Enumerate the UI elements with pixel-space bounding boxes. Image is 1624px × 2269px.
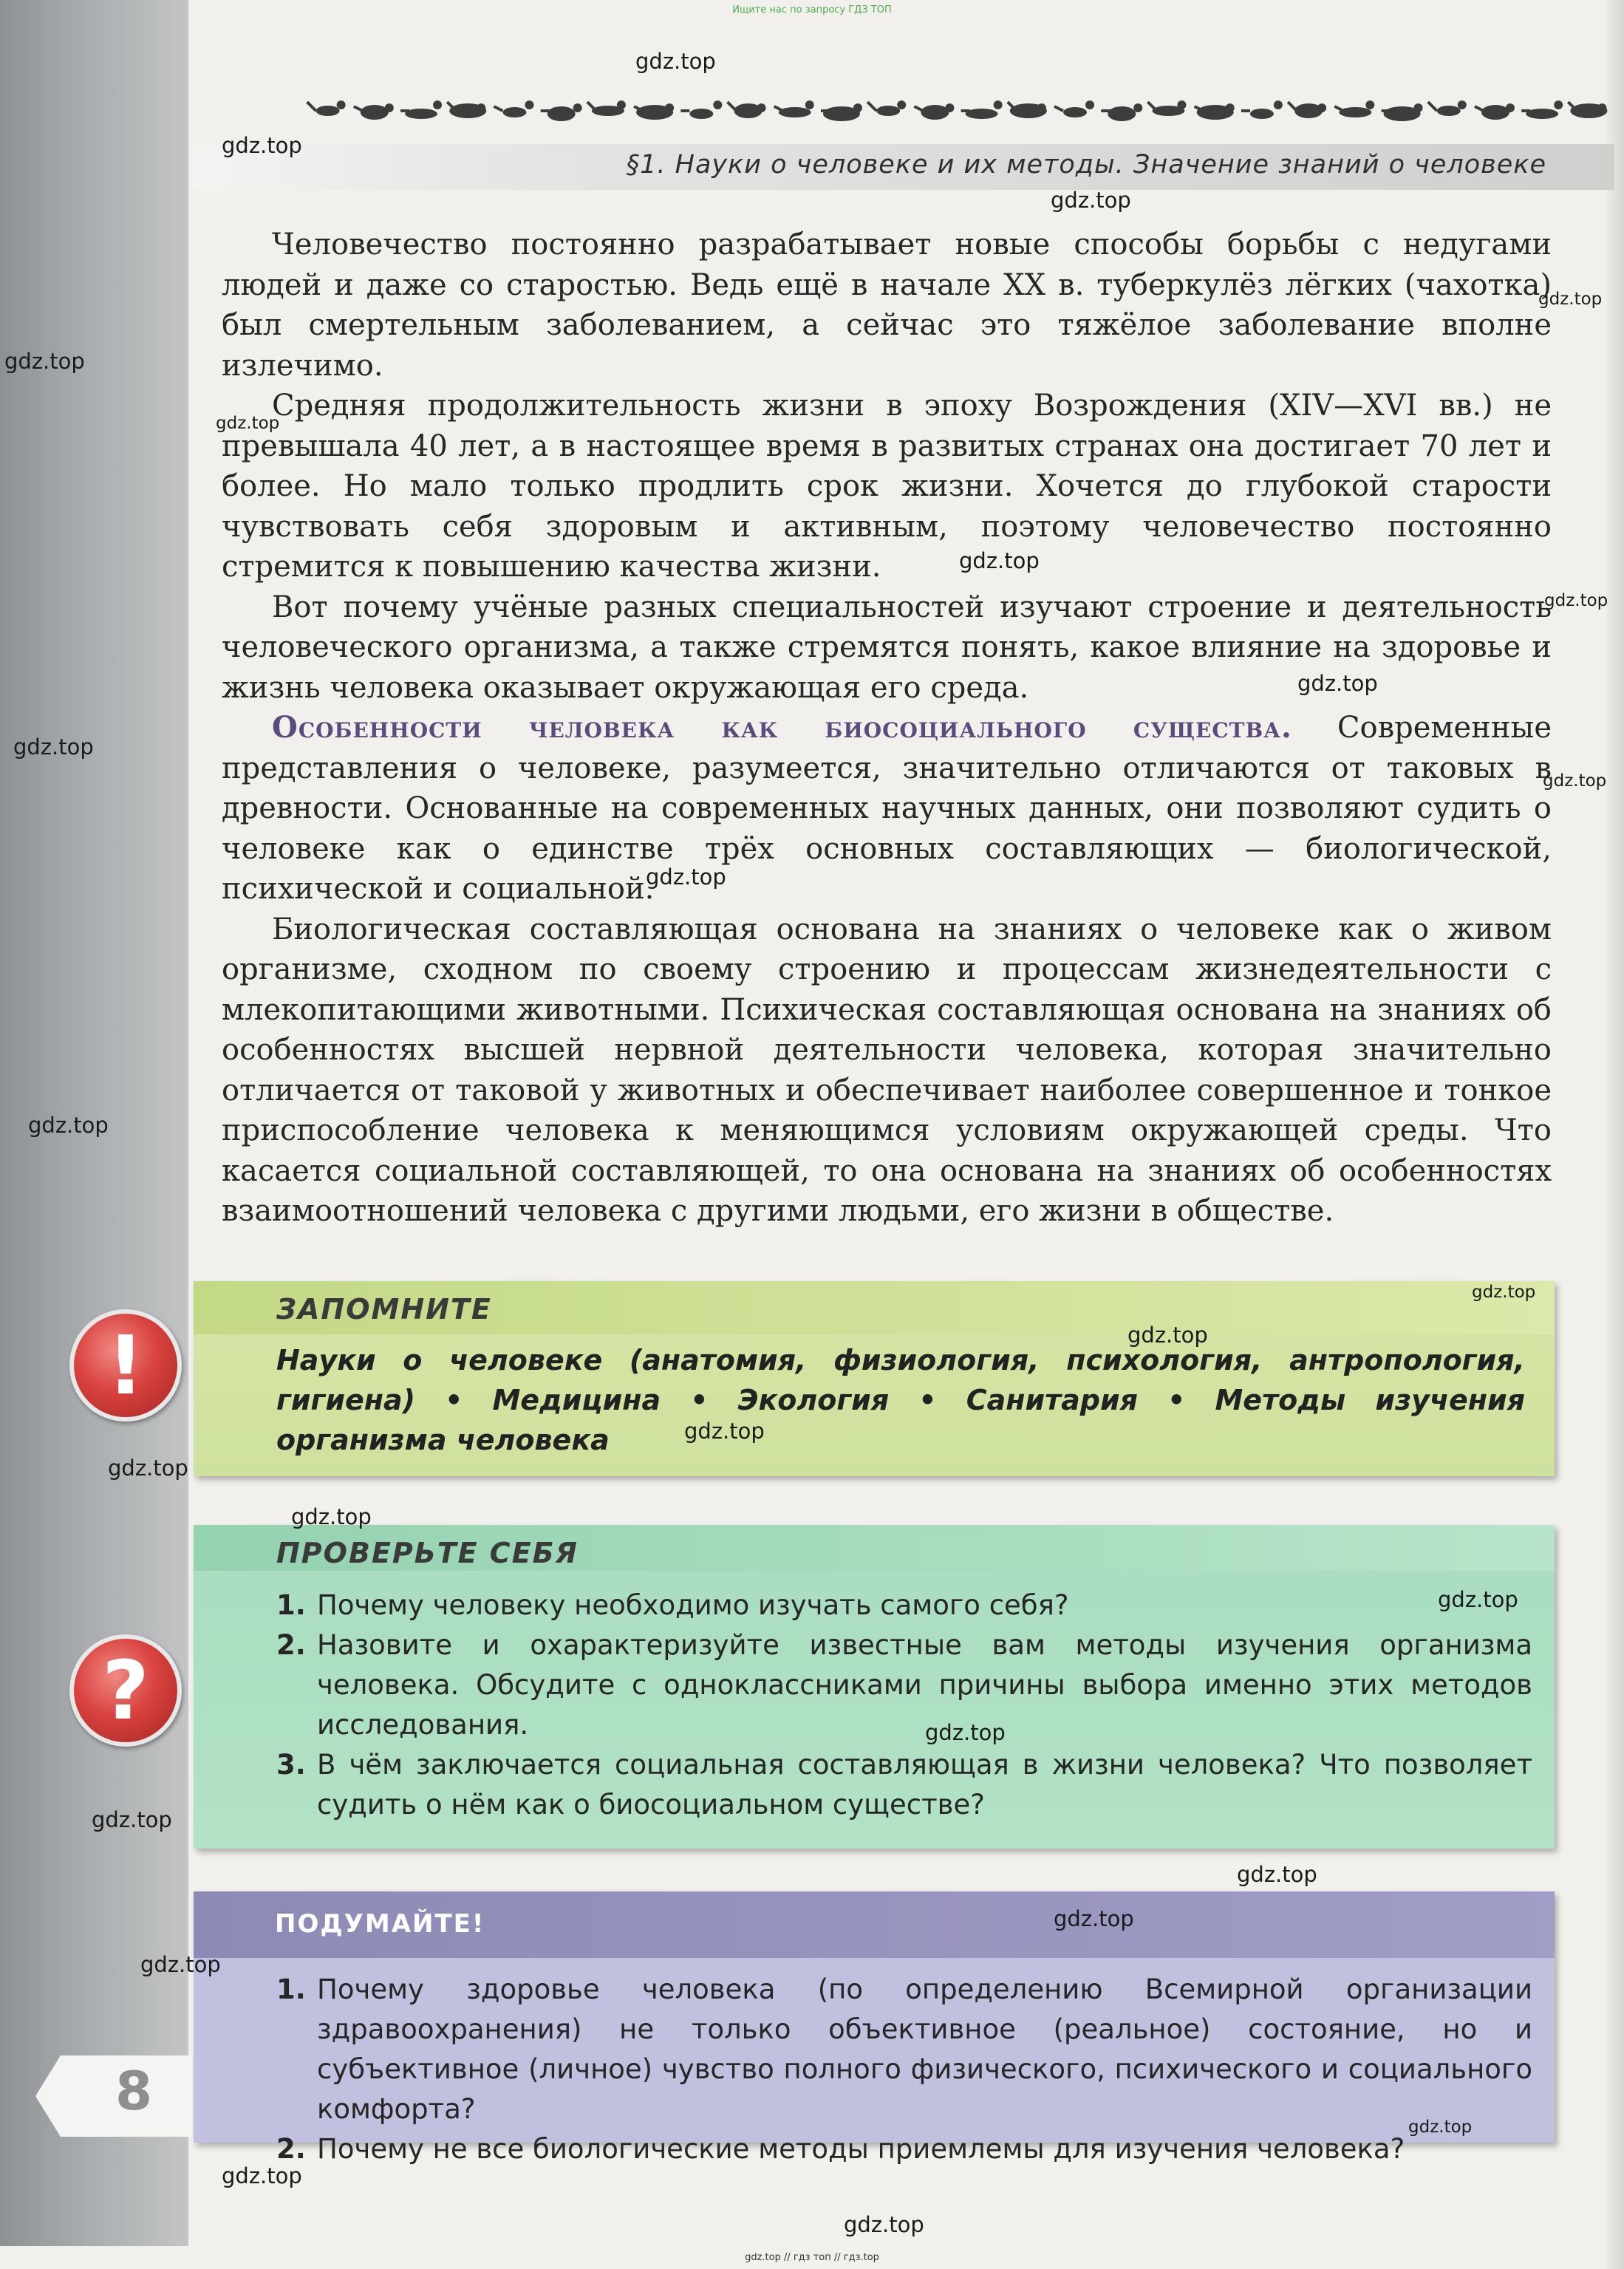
animal-silhouette-icon [1568,102,1607,118]
check-yourself-box [194,1525,1555,1849]
remember-box [194,1281,1555,1476]
animal-silhouette-icon [447,102,486,118]
animal-silhouette-icon [1195,103,1235,120]
watermark: gdz.top [925,1720,1006,1745]
watermark: gdz.top [1543,771,1607,791]
paragraph-text: Современные представления о человеке, разумеется, значительно отличаются от таковых в древности. Основанные на современных научных данных, они позволяют судить о человеке как о единстве трёх основных составляющих — биологической, психической и социальной. [222,711,1552,906]
watermark: gdz.top [140,1952,221,1977]
watermark: gdz.top [108,1456,188,1481]
animal-silhouette-icon [1428,100,1467,116]
animal-silhouette-icon [914,103,954,120]
section-header-bar [192,144,1614,190]
question-number: 3. [276,1749,306,1781]
question-number: 1. [276,1973,306,2005]
animal-silhouette-icon [1241,100,1283,119]
watermark: gdz.top [1127,1323,1208,1348]
paragraph: Средняя продолжительность жизни в эпоху Возрождения (XIV—XVI вв.) не превышала 40 лет, а в настоящее время в развитых странах она достигает 70 лет и более. Но мало только продлить срок жизни. Хочется до глубокой старости чувствовать себя здоровым и активным, поэтому человечество постоянно стремится к повышению качества жизни. [222,389,1552,584]
watermark: gdz.top [1544,591,1608,610]
animal-silhouette-icon [961,100,1003,119]
animal-silhouette-icon [1147,100,1186,116]
animal-silhouette-icon [494,100,533,117]
check-question-list [276,1586,1532,1825]
animal-silhouette-icon [1521,100,1563,119]
question-text: Почему не все биологические методы приемлемы для изучения человека? [317,2133,1405,2165]
watermark: gdz.top [844,2212,924,2237]
question-number: 1. [276,1589,306,1621]
watermark: gdz.top [1297,671,1378,696]
animal-silhouette-icon [1008,102,1047,118]
animal-silhouette-icon [774,100,814,117]
animal-silhouette-icon [1475,103,1515,120]
animal-silhouette-icon [867,100,906,116]
animal-silhouette-icon [307,100,346,116]
think-title: ПОДУМАЙТЕ! [275,1909,485,1939]
bottom-banner: gdz.top // гдз топ // гдз.top [745,2252,879,2263]
paragraph [222,708,1552,910]
watermark: gdz.top [222,133,302,158]
paragraph: Биологическая составляющая основана на знаниях о человеке как о живом организме, сходном по своему строению и процессам жизнедеятельности с млекопитающими животными. Психическая составляющая основана на знаниях об особенностях высшей нервной деятельности человека, которая значительно отличается от таковой у животных и обеспечивает наиболее совершенное и тонкое приспособление человека к меняющимся условиям окружающей среды. Что касается социальной составляющей, то она основана на знаниях об особенностях взаимоотношений человека с другими людьми, его жизни в обществе. [222,912,1552,1228]
watermark: gdz.top [1051,188,1131,213]
page-number: 8 [115,2060,153,2122]
watermark: gdz.top [291,1504,372,1529]
animal-silhouette-icon [541,103,582,121]
watermark: gdz.top [92,1807,172,1832]
watermark: gdz.top [646,864,726,890]
section-heading: Особенности человека как биосоциального существа. [272,710,1292,745]
animal-silhouette-icon [680,100,722,119]
page-edge [1606,0,1624,2269]
animal-silhouette-strip [304,89,1612,130]
animal-silhouette-icon [587,100,626,116]
question-item [276,1970,1532,2129]
question-text: Почему здоровье человека (по определению Всемирной организации здравоохранения) не только объективное (реальное) состояние, но и субъективное (личное) чувство полного физического, психического и социального комфорта? [317,1973,1532,2125]
watermark: gdz.top [13,734,94,760]
exclamation-icon: ! [69,1309,182,1422]
animal-silhouette-icon [1334,100,1374,117]
watermark: gdz.top [1054,1906,1134,1931]
think-question-list [276,1970,1532,2169]
watermark: gdz.top [684,1419,765,1444]
watermark: gdz.top [222,2163,302,2188]
question-item [276,1745,1532,1825]
remember-title: ЗАПОМНИТЕ [276,1293,492,1325]
watermark: gdz.top [959,548,1040,573]
watermark: gdz.top [28,1113,109,1138]
question-icon: ? [69,1634,182,1747]
watermark: gdz.top [1538,290,1603,309]
animal-silhouette-icon [634,103,674,120]
question-number: 2. [276,2133,306,2165]
question-text: Назовите и охарактеризуйте известные вам методы изучения организма человека. Обсудите с одноклассниками причины выбора именно этих методов исследования. [317,1629,1532,1741]
watermark: gdz.top [635,49,716,74]
animal-silhouette-icon [1101,103,1142,121]
animal-silhouette-icon [821,103,862,121]
top-banner: Ищите нас по запросу ГДЗ ТОП [732,4,892,16]
animal-silhouette-icon [1054,100,1094,117]
watermark: gdz.top [1438,1587,1518,1612]
watermark: gdz.top [216,414,280,433]
check-title: ПРОВЕРЬТЕ СЕБЯ [276,1537,579,1569]
watermark: gdz.top [1237,1862,1317,1887]
animal-silhouette-icon [728,102,766,118]
animal-silhouette-icon [1382,103,1423,121]
animal-silhouette-icon [400,100,442,119]
think-box [194,1891,1555,2165]
question-text: Почему человеку необходимо изучать самого себя? [317,1589,1069,1621]
question-item [276,1586,1532,1625]
paragraph: Человечество постоянно разрабатывает новые способы борьбы с недугами людей и даже со старостью. Ведь ещё в начале XX в. туберкулёз лёгких (чахотка) был смертельным заболеванием, а сейчас это тяжёлое заболевание вполне излечимо. [222,228,1552,383]
question-number: 2. [276,1629,306,1661]
question-item [276,1625,1532,1745]
watermark: gdz.top [1472,1283,1536,1302]
watermark: gdz.top [1408,2118,1473,2137]
paragraph: Вот почему учёные разных специальностей изучают строение и деятельность человеческого организма, а также стремятся понять, какое влияние на здоровье и жизнь человека оказывает окружающая его среда. [222,590,1552,705]
watermark: gdz.top [4,349,85,374]
question-item [276,2129,1532,2169]
remember-text: Науки о человеке (анатомия, физиология, психология, антропология, гигиена) • Медицина • Экология • Санитария • Методы изучения организма человека [276,1344,1525,1456]
question-text: В чём заключается социальная составляющая в жизни человека? Что позволяет судить о нём как о биосоциальном существе? [317,1749,1532,1821]
animal-silhouette-icon [1288,102,1326,118]
section-title: §1. Науки о человеке и их методы. Значение знаний о человеке [626,150,1546,180]
animal-silhouette-icon [354,103,394,120]
main-text [222,225,1552,1232]
